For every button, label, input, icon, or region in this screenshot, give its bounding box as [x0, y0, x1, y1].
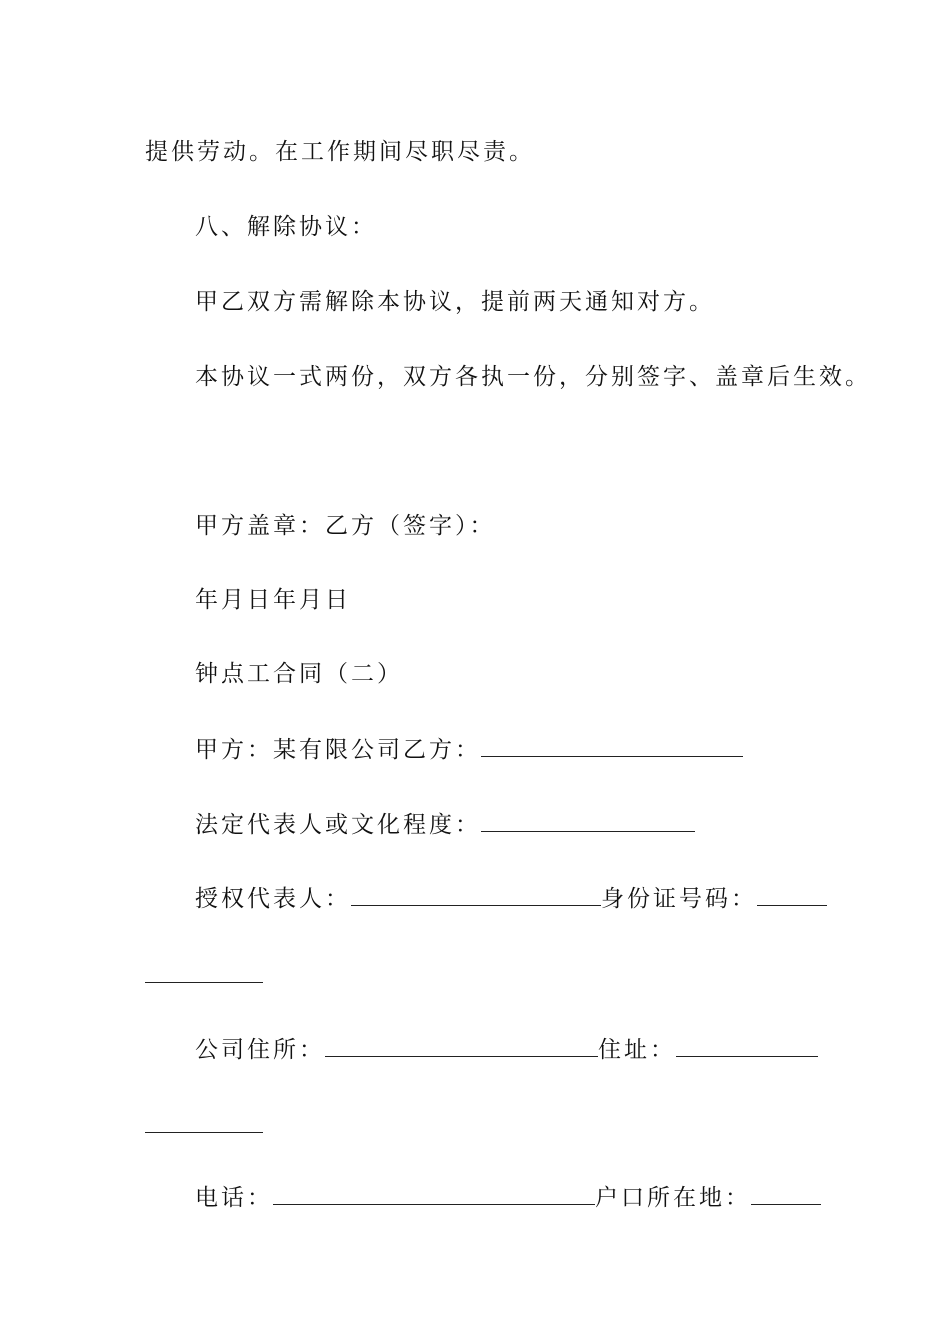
- section-heading-8: 八、解除协议：: [195, 214, 377, 240]
- contract-title: 钟点工合同（二）: [195, 661, 403, 687]
- address-blank-continued: [145, 1132, 263, 1133]
- address-blank: [676, 1036, 818, 1057]
- authorized-rep-label: 授权代表人：: [195, 886, 351, 912]
- phone-blank: [273, 1184, 595, 1205]
- legal-rep-label: 法定代表人或文化程度：: [195, 812, 481, 838]
- party-a-label: 甲方：某有限公司乙方：: [195, 737, 481, 763]
- paragraph-copies: 本协议一式两份，双方各执一份，分别签字、盖章后生效。: [195, 364, 871, 390]
- paragraph-1: 提供劳动。在工作期间尽职尽责。: [145, 139, 535, 165]
- party-b-blank: [481, 736, 743, 757]
- id-number-blank: [757, 885, 827, 906]
- company-address-blank: [325, 1036, 598, 1057]
- legal-rep-row: [195, 810, 695, 840]
- authorized-rep-row: [195, 884, 827, 914]
- household-reg-label: 户口所在地：: [595, 1185, 751, 1211]
- company-address-label: 公司住所：: [195, 1037, 325, 1063]
- id-number-label: 身份证号码：: [601, 886, 757, 912]
- date-line: 年月日年月日: [195, 587, 351, 613]
- company-address-row: [195, 1035, 818, 1065]
- party-a-row: [195, 735, 743, 765]
- id-number-blank-continued: [145, 982, 263, 983]
- phone-label: 电话：: [195, 1185, 273, 1211]
- address-label: 住址：: [598, 1037, 676, 1063]
- household-reg-blank: [751, 1184, 821, 1205]
- education-blank: [481, 811, 695, 832]
- paragraph-termination: 甲乙双方需解除本协议，提前两天通知对方。: [195, 289, 715, 315]
- signature-line: 甲方盖章：乙方（签字）：: [195, 513, 496, 539]
- authorized-rep-blank: [351, 885, 601, 906]
- phone-row: [195, 1183, 821, 1213]
